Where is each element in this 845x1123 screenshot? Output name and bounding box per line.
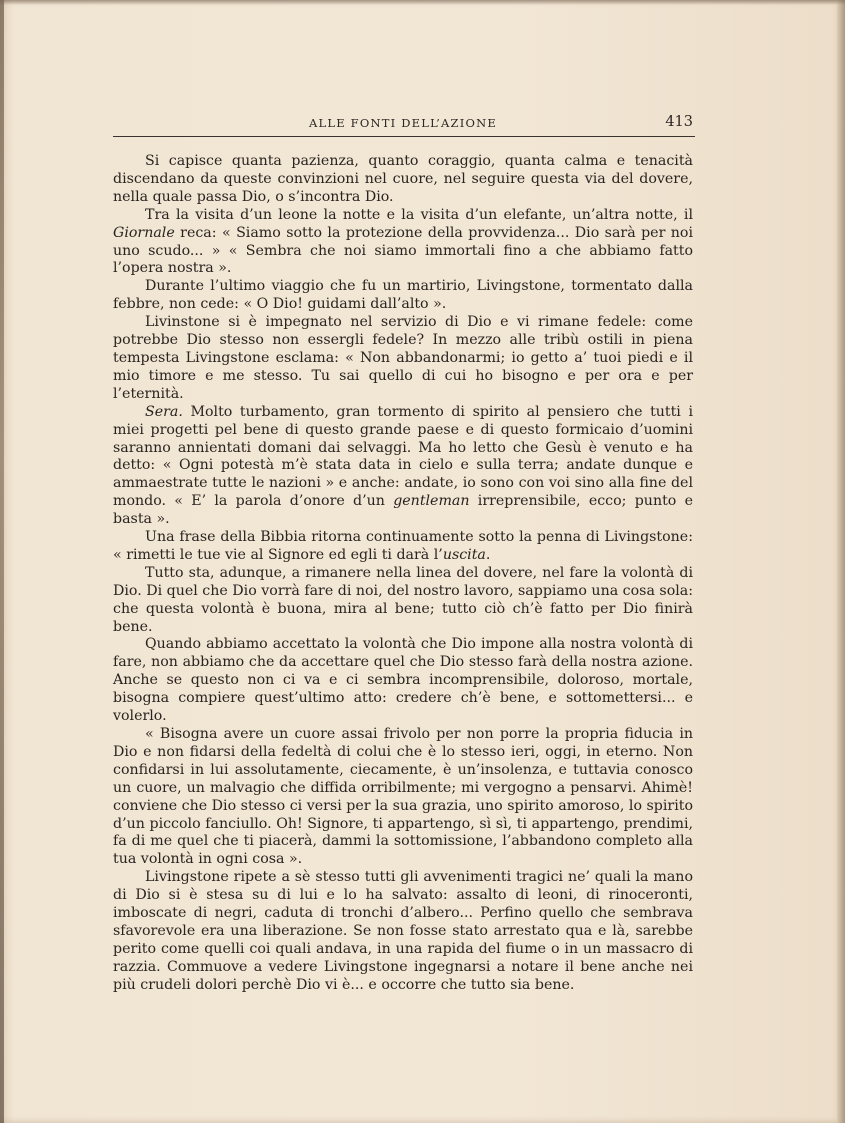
page-left-edge — [0, 0, 4, 1123]
paragraph — [113, 314, 693, 404]
paragraph — [113, 565, 693, 637]
text-segment: Livinstone si è impegnato nel servizio di Dio e vi rimane fedele: come potrebbe Dio stesso non essergli fedele? In mezzo alle tribù ostili in piena tempesta Livingstone esclama: « Non abbandonarmi; io getto a’ tuoi piedi e il mio timore e me stesso. Tu sai quello di cui ho bisogno e per ora e per l’eternità. — [113, 314, 693, 402]
header-rule — [113, 136, 695, 137]
italic-text: gentleman — [393, 493, 470, 510]
paragraph — [113, 153, 693, 207]
text-segment: Durante l’ultimo viaggio che fu un martirio, Livingstone, tormentato dalla febbre, non cede: « O Dio! guidami dall’alto ». — [113, 278, 693, 313]
italic-text: uscita — [442, 546, 486, 563]
page-right-edge — [837, 0, 845, 1123]
body-text — [113, 153, 693, 995]
text-segment: Livingstone ripete a sè stesso tutti gli avvenimenti tragici ne’ quali la mano di Dio si è stesa su di lui e lo ha salvato: assalto di leoni, di rinoceronti, imboscate di negri, caduta di tronchi d’albero... Perfino quello che sembrava sfavorevole era una liberazione. Se non fosse stato arrestato qua e là, sarebbe perito come quelli coi quali andava, in una rapida del fiume o in un massacro di razzia. Commuove a vedere Livingstone ingegnarsi a notare il bene anche nei più crudeli dolori perchè Dio vi è... e occorre che tutto sia bene. — [113, 869, 693, 993]
paragraph — [113, 404, 693, 529]
paragraph — [113, 726, 693, 869]
text-segment: « Bisogna avere un cuore assai frivolo per non porre la propria fiducia in Dio e non fidarsi della fedeltà di colui che è lo stesso ieri, oggi, in eterno. Non confidarsi in lui assolutamente, ciecamente, è un’insolenza, e tuttavia conosco un cuore, un malvagio che diffida orribilmente; mi vergogno a pensarvi. Ahimè! conviene che Dio stesso ci versi per la sua grazia, uno spirito amoroso, lo spirito d’un piccolo fanciullo. Oh! Signore, ti appartengo, sì sì, ti appartengo, prendimi, fa di me quel che ti piacerà, dammi la sottomissione, l’abbandono completo alla tua volontà in ogni cosa ». — [113, 726, 693, 868]
text-segment: Tutto sta, adunque, a rimanere nella linea del dovere, nel fare la volontà di Dio. Di quel che Dio vorrà fare di noi, del nostro lavoro, sappiamo una cosa sola: che questa volontà è buona, mira al bene; tutto ciò ch’è fatto per Dio finirà bene. — [113, 564, 694, 635]
paragraph — [113, 278, 693, 314]
paragraph — [113, 869, 693, 994]
page-header — [113, 116, 693, 136]
text-segment: reca: « Siamo sotto la protezione della provvidenza... Dio sarà per noi uno scudo... » « Sembra che noi siamo immortali fino a che abbiamo fatto l’opera nostra ». — [113, 224, 693, 277]
paragraph — [113, 207, 693, 279]
text-segment: Quando abbiamo accettato la volontà che Dio impone alla nostra volontà di fare, non abbiamo che da accettare quel che Dio stesso farà della nostra azione. Anche se questo non ci va e ci sembra incomprensibile, doloroso, mortale, bisogna compiere quest’ultimo atto: credere ch’è bene, e sottomettersi... e volerlo. — [113, 636, 693, 725]
italic-text: Sera. — [145, 403, 183, 420]
text-segment: Molto turbamento, gran tormento di spirito al pensiero che tutti i miei progetti pel bene di questo grande paese e di questo formicaio d’uomini saranno annientati domani dai selvaggi. Ma ho letto che Gesù è venuto e ha detto: « Ogni potestà m’è stata data in cielo e sulla terra; andate dunque e ammaestrate tutte le nazioni » e anche: andate, io sono con voi sino alla fine del mondo. « E’ la parola d’onore d’un — [113, 403, 693, 510]
text-segment: irreprensibile, ecco; punto e basta ». — [113, 493, 693, 528]
paragraph — [113, 636, 693, 726]
text-segment: . — [485, 546, 491, 563]
text-segment: Una frase della Bibbia ritorna continuamente sotto la penna di Livingstone: « rimetti le tue vie al Signore ed egli ti darà l’ — [113, 529, 693, 563]
paragraph — [113, 529, 693, 565]
text-segment: Si capisce quanta pazienza, quanto coraggio, quanta calma e tenacità discendano da queste convinzioni nel cuore, nel seguire questa via del dovere, nella quale passa Dio, o s’incontra Dio. — [113, 153, 693, 205]
text-segment: Tra la visita d’un leone la notte e la visita d’un elefante, un’altra notte, il — [145, 206, 693, 223]
page-number: 413 — [665, 114, 693, 130]
page-top-edge — [0, 0, 845, 5]
italic-text: Giornale — [113, 224, 175, 241]
running-head: ALLE FONTI DELL’AZIONE — [309, 116, 497, 130]
